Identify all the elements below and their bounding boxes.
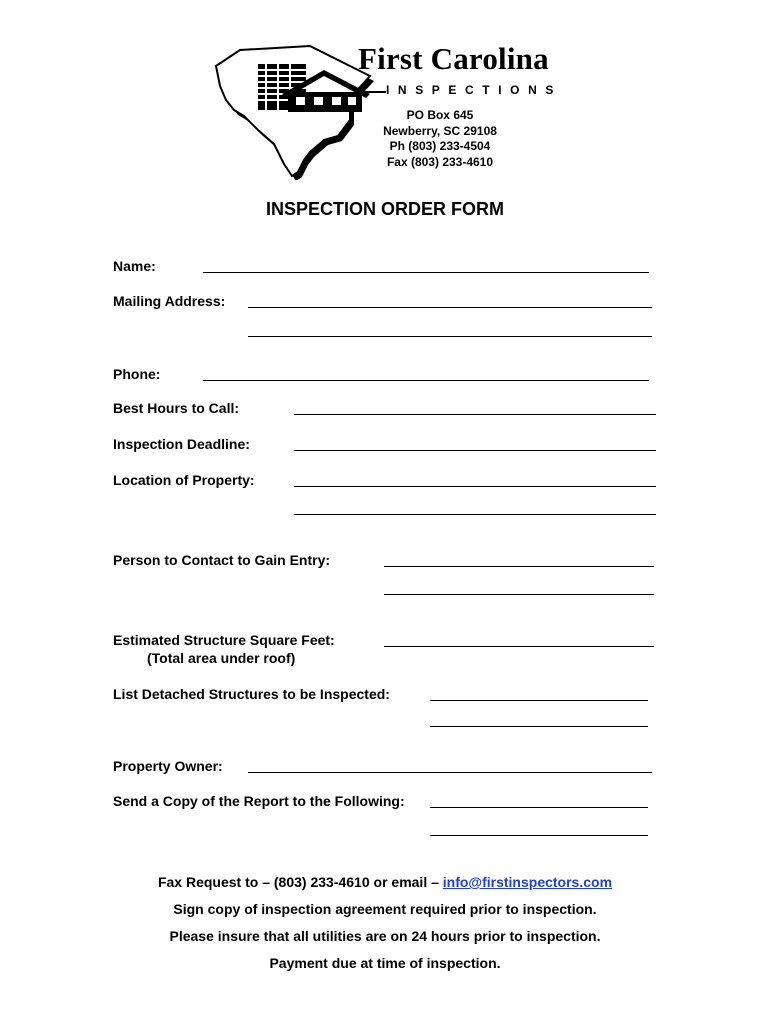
company-name: First Carolina — [358, 41, 549, 76]
email-link[interactable]: info@firstinspectors.com — [442, 874, 613, 890]
square-feet-label: Estimated Structure Square Feet: — [113, 632, 335, 648]
best-hours-field[interactable] — [294, 414, 656, 415]
contact-person-field-2[interactable] — [384, 594, 654, 595]
address-po-box: PO Box 645 — [406, 108, 474, 122]
company-subtitle: INSPECTIONS — [386, 83, 562, 97]
agreement-note: Sign copy of inspection agreement required prior to inspection. — [173, 901, 597, 917]
send-copy-field[interactable] — [430, 807, 648, 808]
contact-person-field[interactable] — [384, 566, 654, 567]
location-field-2[interactable] — [294, 514, 656, 515]
owner-field[interactable] — [248, 772, 652, 773]
address-phone: Ph (803) 233-4504 — [389, 139, 491, 153]
detached-field-2[interactable] — [430, 726, 648, 727]
detached-label: List Detached Structures to be Inspected: — [113, 686, 390, 702]
address-fax: Fax (803) 233-4610 — [386, 155, 494, 169]
mailing-address-field[interactable] — [248, 307, 652, 308]
mailing-address-field-2[interactable] — [248, 336, 652, 337]
detached-field[interactable] — [430, 700, 648, 701]
square-feet-note: (Total area under roof) — [147, 650, 296, 666]
utilities-note: Please insure that all utilities are on 24 hours prior to inspection. — [169, 928, 601, 944]
location-label: Location of Property: — [113, 472, 255, 488]
fax-request-line — [0, 875, 770, 889]
deadline-label: Inspection Deadline: — [113, 436, 250, 452]
fax-request-text: Fax Request to – (803) 233-4610 or email – — [157, 874, 443, 890]
phone-label: Phone: — [113, 366, 161, 382]
owner-label: Property Owner: — [113, 758, 223, 774]
send-copy-label: Send a Copy of the Report to the Following: — [113, 793, 405, 809]
send-copy-field-2[interactable] — [430, 835, 648, 836]
address-city: Newberry, SC 29108 — [383, 124, 497, 138]
location-field[interactable] — [294, 486, 656, 487]
contact-person-label: Person to Contact to Gain Entry: — [113, 552, 331, 568]
name-field[interactable] — [203, 272, 649, 273]
payment-note: Payment due at time of inspection. — [269, 955, 501, 971]
mailing-address-label: Mailing Address: — [113, 293, 226, 309]
name-label: Name: — [113, 258, 156, 274]
form-title: INSPECTION ORDER FORM — [265, 199, 504, 219]
deadline-field[interactable] — [294, 450, 656, 451]
square-feet-field[interactable] — [384, 646, 654, 647]
best-hours-label: Best Hours to Call: — [113, 400, 240, 416]
phone-field[interactable] — [203, 380, 649, 381]
